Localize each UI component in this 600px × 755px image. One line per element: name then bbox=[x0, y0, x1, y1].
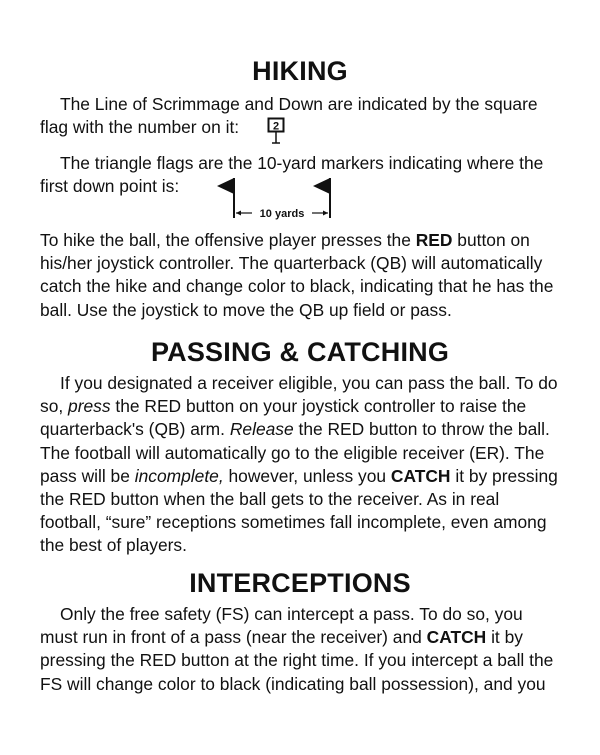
right-triangle-flag-icon bbox=[313, 178, 330, 218]
passing-text-i: it by pressing the RED button when the ball gets to the receiver. As in real football, “sure” receptions sometimes fall incomplete, even among the best of players. bbox=[40, 465, 558, 556]
hiking-paragraph-1 bbox=[40, 93, 540, 139]
down-number: 2 bbox=[272, 120, 280, 133]
hiking-p3-text-c: button on his/her joystick controller. The quarterback (QB) will automatically catch the hike and change color to black, indicating that he has the ball. Use the joystick to move the QB up field or pass. bbox=[40, 230, 554, 320]
interceptions-paragraph bbox=[40, 603, 560, 696]
passing-text-e: the RED button to throw the ball. The football will automatically go to the eligible receiver (ER). The pass will be bbox=[40, 419, 550, 486]
hiking-paragraph-1-text: The Line of Scrimmage and Down are indicated by the square flag with the number on it: bbox=[40, 94, 538, 138]
interceptions-text-a: Only the free safety (FS) can intercept a pass. To do so, you must run in front of a pass (near the receiver) and bbox=[40, 604, 523, 648]
square-down-flag-icon bbox=[267, 117, 287, 145]
hiking-paragraph-3 bbox=[40, 229, 560, 322]
interceptions-heading: INTERCEPTIONS bbox=[189, 568, 411, 598]
interceptions-text-c: it by pressing the RED button at the right time. If you intercept a ball the FS will change color to black (indicating ball possession), and you bbox=[40, 627, 554, 694]
hiking-heading: HIKING bbox=[252, 56, 348, 86]
left-triangle-flag-icon bbox=[217, 178, 234, 218]
passing-press: press bbox=[68, 396, 111, 417]
ten-yard-markers-diagram bbox=[214, 174, 338, 222]
passing-heading: PASSING & CATCHING bbox=[150, 337, 450, 367]
hiking-p3-red: RED bbox=[415, 230, 453, 250]
passing-release: Release bbox=[229, 419, 294, 440]
passing-catch: CATCH bbox=[390, 465, 451, 486]
passing-text-c: the RED button on your joystick controller to raise the quarterback's (QB) arm. bbox=[40, 396, 527, 440]
passing-text-g: however, unless you bbox=[223, 465, 391, 486]
hiking-p3-text-a: To hike the ball, the offensive player presses the bbox=[40, 230, 416, 250]
hiking-paragraph-2-text: The triangle flags are the 10-yard markers indicating where the first down point is: bbox=[40, 153, 544, 197]
passing-text-a: If you designated a receiver eligible, you can pass the ball. To do so, bbox=[40, 373, 558, 417]
yards-arrow bbox=[236, 208, 328, 220]
interceptions-catch: CATCH bbox=[426, 627, 487, 648]
yards-label: 10 yards bbox=[259, 208, 305, 220]
passing-paragraph bbox=[40, 372, 560, 558]
passing-incomplete: incomplete, bbox=[134, 465, 224, 486]
